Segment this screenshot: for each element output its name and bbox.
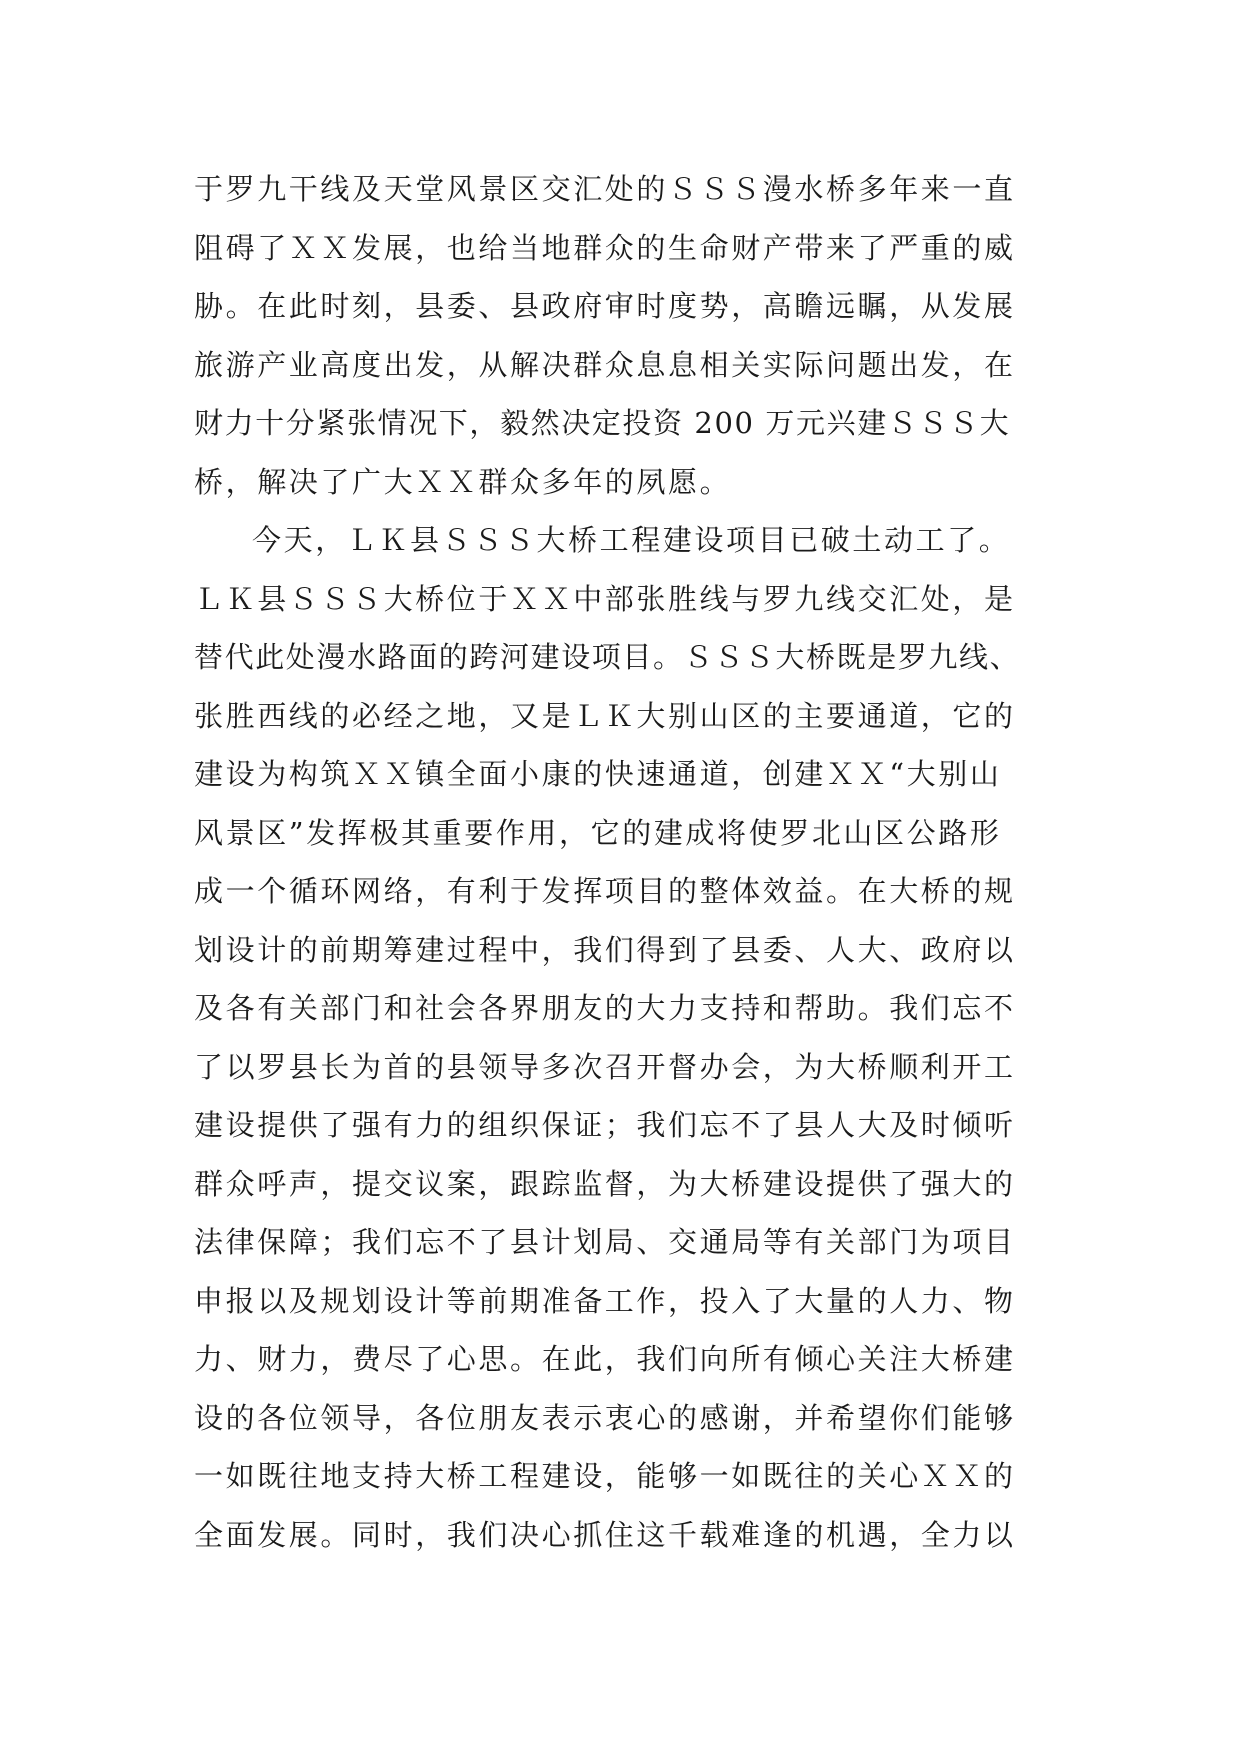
text-line: 胁。在此时刻，县委、县政府审时度势，高瞻远瞩，从发展 xyxy=(194,289,1016,323)
text-line: ＬＫ县ＳＳＳ大桥位于ＸＸ中部张胜线与罗九线交汇处，是 xyxy=(194,581,1016,616)
text-line: 一如既往地支持大桥工程建设，能够一如既往的关心ＸＸ的 xyxy=(194,1459,1016,1493)
text-line: 于罗九干线及天堂风景区交汇处的ＳＳＳ漫水桥多年来一直 xyxy=(194,172,1016,206)
text-line: 旅游产业高度出发，从解决群众息息相关实际问题出发，在 xyxy=(194,347,1016,382)
text-line: 替代此处漫水路面的跨河建设项目。ＳＳＳ大桥既是罗九线、 xyxy=(194,640,1021,674)
text-line: 群众呼声，提交议案，跟踪监督，为大桥建设提供了强大的 xyxy=(194,1166,1016,1201)
text-line: 全面发展。同时，我们决心抓住这千载难逢的机遇，全力以 xyxy=(194,1517,1016,1552)
paragraph-first-line: 今天，ＬＫ县ＳＳＳ大桥工程建设项目已破土动工了。 xyxy=(252,523,1011,557)
text-line: 申报以及规划设计等前期准备工作，投入了大量的人力、物 xyxy=(194,1283,1016,1318)
text-line: 阻碍了ＸＸ发展，也给当地群众的生命财产带来了严重的威 xyxy=(194,230,1016,265)
text-line: 建设为构筑ＸＸ镇全面小康的快速通道，创建ＸＸ“大别山 xyxy=(194,757,1002,791)
text-line: 力、财力，费尽了心思。在此，我们向所有倾心关注大桥建 xyxy=(194,1342,1016,1376)
text-line: 划设计的前期筹建过程中，我们得到了县委、人大、政府以 xyxy=(194,932,1016,967)
text-line: 成一个循环网络，有利于发挥项目的整体效益。在大桥的规 xyxy=(194,874,1016,908)
text-line: 财力十分紧张情况下，毅然决定投资 200 万元兴建ＳＳＳ大 xyxy=(194,406,1011,440)
text-line: 设的各位领导，各位朋友表示衷心的感谢，并希望你们能够 xyxy=(194,1400,1016,1435)
text-line: 了以罗县长为首的县领导多次召开督办会，为大桥顺利开工 xyxy=(194,1049,1016,1084)
text-line: 桥，解决了广大ＸＸ群众多年的夙愿。 xyxy=(194,464,732,499)
document-body xyxy=(194,160,1074,1564)
text-line: 风景区”发挥极其重要作用，它的建成将使罗北山区公路形 xyxy=(194,815,1002,850)
text-line: 及各有关部门和社会各界朋友的大力支持和帮助。我们忘不 xyxy=(194,991,1016,1025)
text-line: 张胜西线的必经之地，又是ＬＫ大别山区的主要通道，它的 xyxy=(194,698,1016,733)
text-line: 建设提供了强有力的组织保证；我们忘不了县人大及时倾听 xyxy=(194,1108,1016,1142)
text-line: 法律保障；我们忘不了县计划局、交通局等有关部门为项目 xyxy=(194,1225,1016,1259)
